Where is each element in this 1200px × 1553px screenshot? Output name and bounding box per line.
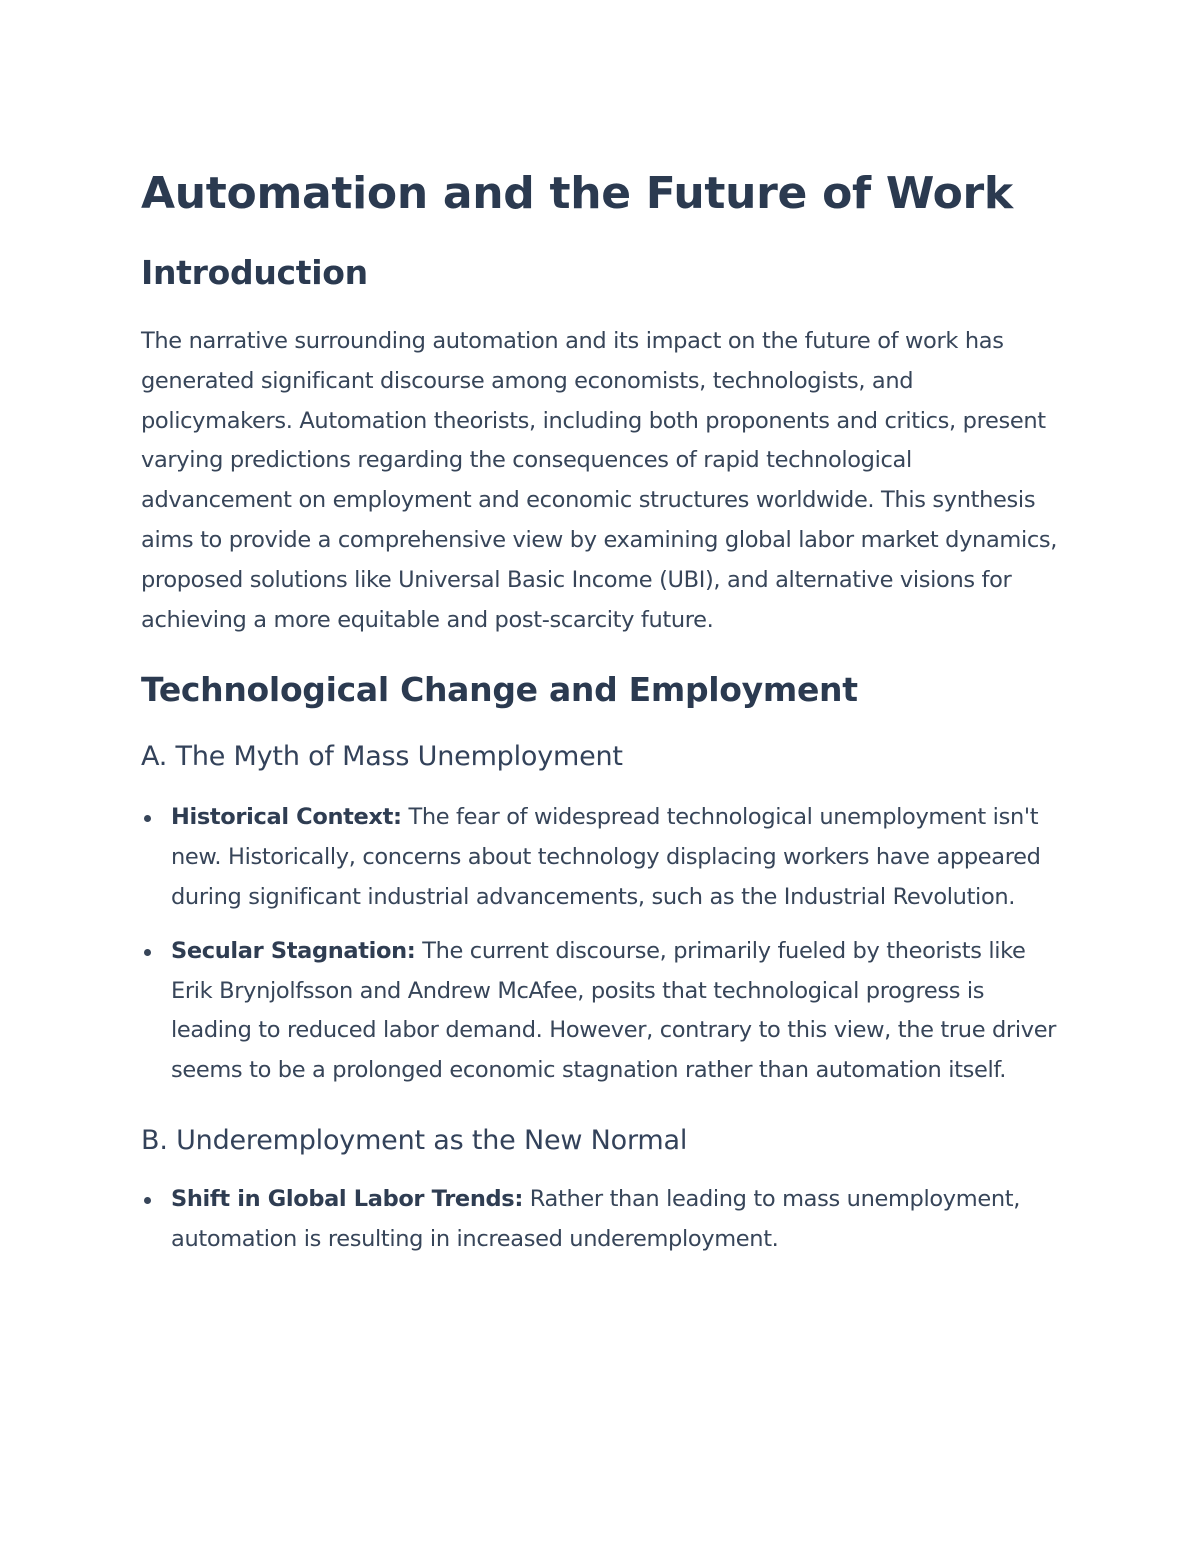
subsection-heading-a: A. The Myth of Mass Unemployment (141, 741, 623, 773)
list-item-separator: : (406, 937, 416, 964)
bullet-icon (144, 949, 151, 956)
list-item-term: Shift in Global Labor Trends (171, 1185, 515, 1212)
list-item-term: Secular Stagnation (171, 937, 407, 964)
document-title: Automation and the Future of Work (141, 168, 1013, 219)
list-item-text: The fear of widespread technological unemployment isn't new. Historically, concerns about technology displacing workers have appeared during significant industrial advancements, such as the Industrial Revolution. (171, 804, 1041, 910)
list-item-text: The current discourse, primarily fueled by theorists like Erik Brynjolfsson and Andrew McAfee, posits that technological progress is leading to reduced labor demand. However, contrary to this view, the true driver seems to be a prolonged economic stagnation rather than automation itself. (171, 937, 1057, 1084)
list-item-term: Historical Context (171, 804, 393, 831)
introduction-paragraph: The narrative surrounding automation and its impact on the future of work has generated significant discourse among economists, technologists, and policymakers. Automation theorists, including both proponents and critics, present varying predictions regarding the consequences of rapid technological advancement on employment and economic structures worldwide. This synthesis aims to provide a comprehensive view by examining global labor market dynamics, proposed solutions like Universal Basic Income (UBI), and alternative visions for achieving a more equitable and post-scarcity future. (141, 328, 1058, 633)
subsection-heading-b: B. Underemployment as the New Normal (141, 1124, 688, 1156)
bullet-icon (144, 1197, 151, 1204)
list-item-separator: : (514, 1185, 523, 1212)
list-item-secular-stagnation (141, 932, 1060, 1091)
list-item-shift-in-global-labor-trends (141, 1180, 1060, 1260)
section-heading: Technological Change and Employment (141, 670, 858, 710)
introduction-heading: Introduction (141, 253, 368, 292)
list-item-text: Rather than leading to mass unemployment, automation is resulting in increased underemployment. (171, 1185, 1021, 1252)
subsection-a-list (141, 798, 1060, 1091)
list-item-historical-context (141, 798, 1060, 917)
bullet-icon (144, 815, 151, 822)
subsection-b-list (141, 1180, 1060, 1260)
list-item-separator: : (393, 804, 402, 831)
